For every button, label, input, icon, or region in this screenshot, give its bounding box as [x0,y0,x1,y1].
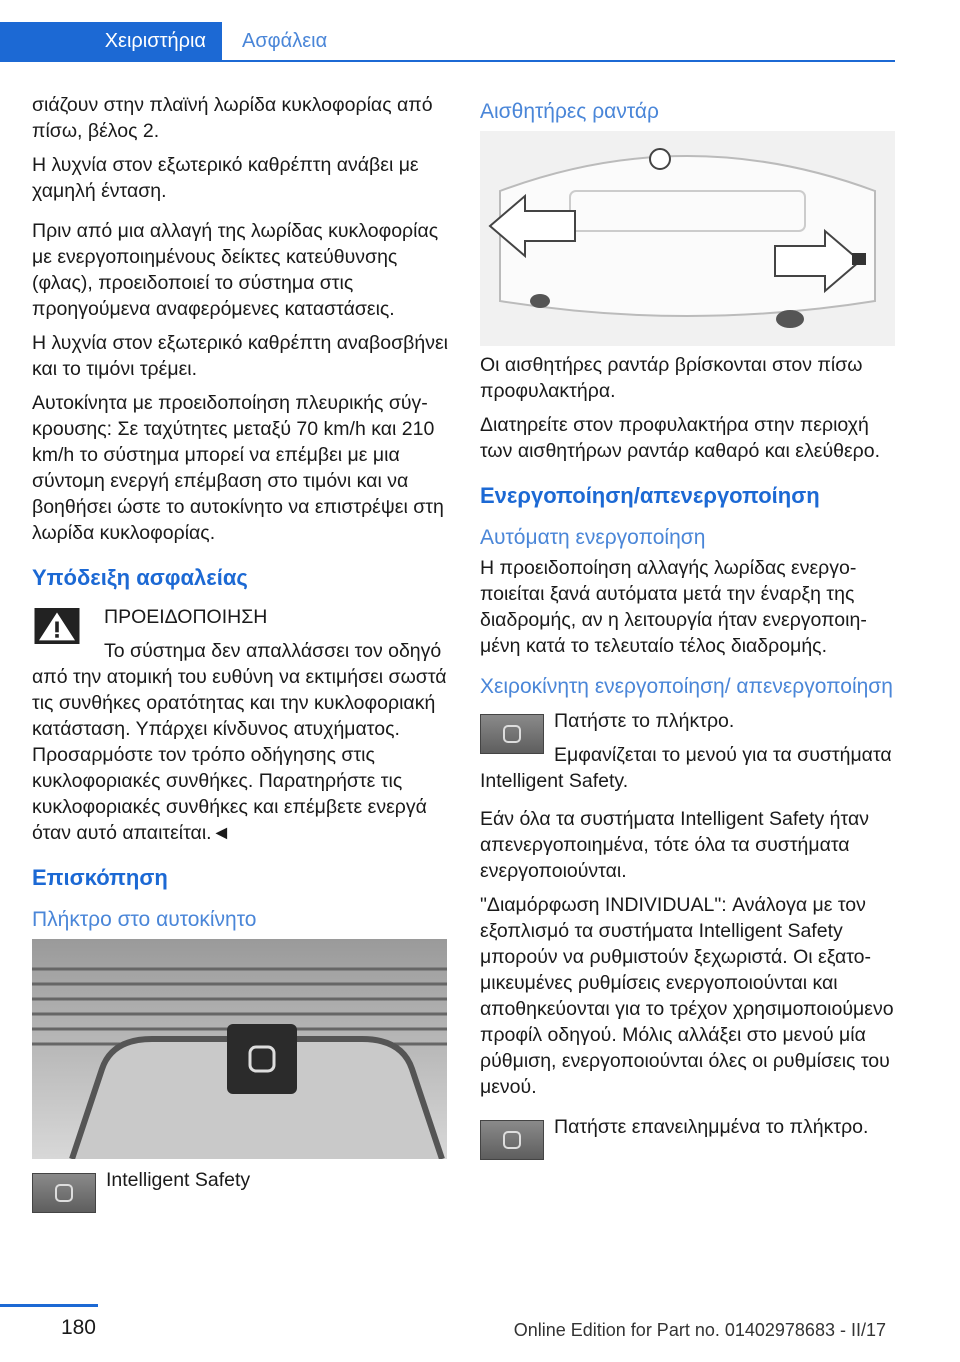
warning-title: ΠΡΟΕΙΔΟΠΟΙΗΣΗ [104,606,268,628]
tab-controls[interactable]: Χειριστήρια [0,22,222,60]
warning-triangle-icon [32,608,82,644]
warning-box [32,604,450,846]
paragraph: Οι αισθητήρες ραντάρ βρίσκονται στον πίσω προφυλακτήρα. [480,354,863,402]
button-caption: Intelligent Safety [106,1169,251,1191]
warning-text: Το σύστημα δεν απαλλάσσει τον οδηγό από την ατομική του ευθύνη να εκτιμήσει σωστά τις συνθήκες ορατότητας και την κυκλοφοριακή κατάσταση. Υπάρχει κίνδυνος ατυχήματος. Προσαρμόστε τον τρόπο οδήγησης στις κυκλοφοριακές συνθήκες. Παρατηρήστε τις κυκλοφοριακές συνθήκες και επέμβετε ενεργά όταν αυτό απαιτείται.◄ [32,640,447,844]
press-again-row [480,1114,898,1164]
footer-rule [0,1304,98,1307]
paragraph: Η λυχνία στον εξωτερικό καθρέπτη αναβοσβήνει και το τιμόνι τρέμει. [32,332,448,380]
paragraph: Η προειδοποίηση αλλαγής λωρίδας ενεργοποιείται ξανά αυτόματα μετά την έναρξη της διαδρομής, αν η λειτουργία ήταν ενεργοποιημένη κατά το τελευταίο τέλος διαδρομής. [480,557,867,657]
page-header [0,0,960,62]
edition-note: Online Edition for Part no. 01402978683 - II/17 [513,1320,886,1340]
rear-bumper-photo [480,131,895,346]
heading-activation: Ενεργοποίηση/απενεργοποίηση [480,483,820,508]
paragraph: Η λυχνία στον εξωτερικό καθρέπτη ανάβει με χαμηλή ένταση. [32,154,419,202]
left-column [32,92,450,1221]
header-rule [0,60,895,62]
paragraph: Διατηρείτε στον προφυλακτήρα στην περιοχή των αισθητήρων ραντάρ καθαρό και ελεύθερο. [480,414,880,462]
paragraph: Εάν όλα τα συστήματα Intelligent Safety ήταν απενεργοποιημένα, τότε όλα τα συστήματα ενεργοποιούνται. [480,808,869,882]
instruction-press-again: Πατήστε επανειλημμένα το πλήκτρο. [554,1116,869,1138]
intelligent-safety-button-icon [480,714,544,754]
page-number: 180 [60,1316,96,1339]
heading-radar-sensors: Αισθητήρες ραντάρ [480,100,659,123]
right-column [480,92,898,1168]
heading-safety-note: Υπόδειξη ασφαλείας [32,565,248,590]
paragraph: Πριν από μια αλλαγή της λωρίδας κυκλοφορίας με ενεργοποιημένους δείκτες κατεύθυνσης (φλας), προειδοποιεί το σύστημα στις προηγούμενα αναφερόμενες καταστάσεις. [32,220,439,320]
intelligent-safety-button-icon [480,1120,544,1160]
paragraph: Εμφανίζεται το μενού για τα συστήματα Intelligent Safety. [480,744,892,792]
paragraph: "Διαμόρφωση INDIVIDUAL": Ανάλογα με τον εξοπλισμό τα συστήματα Intelligent Safety μπορούν να ρυθμιστούν ξεχωριστά. Οι εξατομικευμένες ρυθμίσεις ενεργοποιούνται και αποθηκεύονται για το τρέχον χρησιμοποιούμενο προφίλ οδηγού. Μόλις αλλάξει στο μενού μία ρύθμιση, ενεργοποιούνται όλες οι ρυθμίσεις του μενού. [480,894,894,1098]
button-caption-row [32,1167,450,1217]
paragraph: σιάζουν στην πλαϊνή λωρίδα κυκλοφορίας από πίσω, βέλος 2. [32,94,433,142]
tab-safety[interactable]: Ασφάλεια [242,30,328,52]
heading-manual-activation: Χειροκίνητη ενεργοποίηση/ απενεργοποίηση [480,675,893,698]
heading-overview: Επισκόπηση [32,865,168,890]
paragraph: Αυτοκίνητα με προειδοποίηση πλευρικής σύγκρουσης: Σε ταχύτητες μεταξύ 70 km/h και 210 km/h το σύστημα μπορεί να επέμβει με μια σύντομη ενεργή επέμβαση στο τιμόνι και να βοηθήσει ώστε το αυτοκίνητο να επιστρέψει στη λωρίδα κυκλοφορίας. [32,392,444,544]
press-button-row [480,708,898,802]
heading-button-in-car: Πλήκτρο στο αυτοκίνητο [32,908,257,931]
instruction-press: Πατήστε το πλήκτρο. [554,710,735,732]
intelligent-safety-button-icon [32,1173,96,1213]
heading-auto-activation: Αυτόματη ενεργοποίηση [480,526,706,549]
grille-button-photo [32,939,447,1159]
